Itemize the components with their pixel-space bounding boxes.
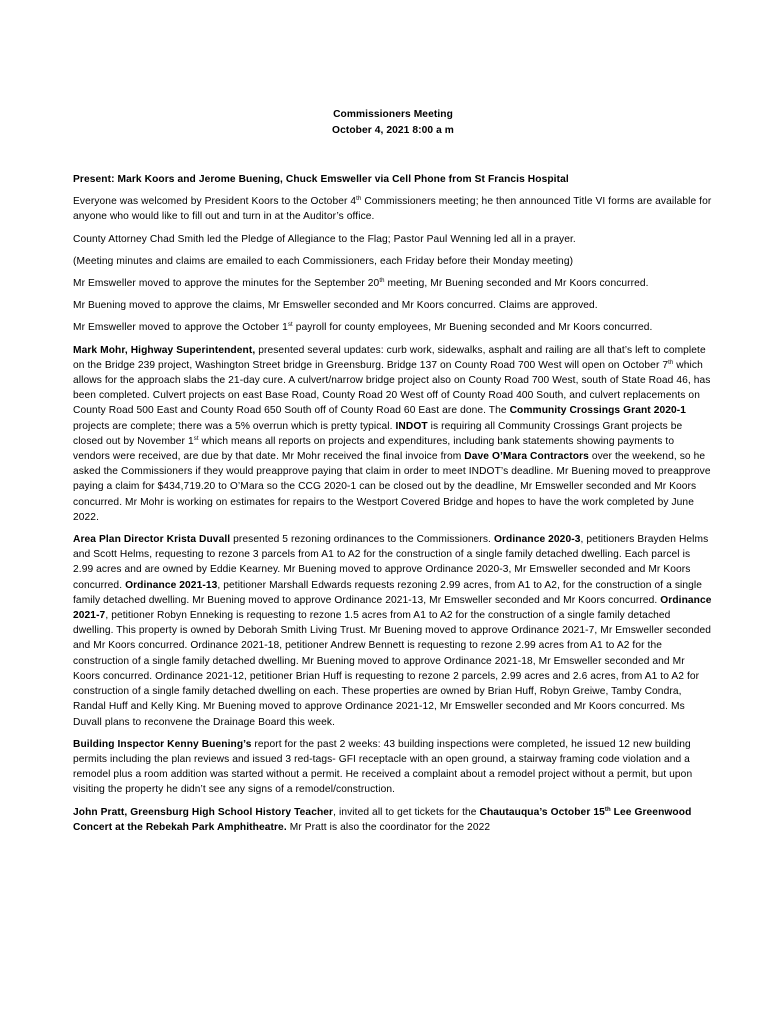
pratt-text: , invited all to get tickets for the [333,806,480,818]
ordinance-name: Ordinance 2021-13 [125,579,218,591]
welcome-text-cont: Commissioners meeting; he then announced Title VI forms are available for anyone who would like to fill out and turn in at the Auditor’s office. [73,196,712,223]
event-name: Chautauqua’s October 15 [479,806,605,818]
highway-text: is requiring all Community Crossings Grant projects be closed out by November 1 [73,420,683,447]
welcome-text: Everyone was welcomed by President Koors to the October 4 [73,196,357,208]
minutes-text: Mr Emsweller moved to approve the minutes for the September 20 [73,278,380,290]
plan-text: , petitioners Brayden Helms and Scott Helms, requesting to rezone 3 parcels from A1 to A2 for the construction of a single family detached dwelling. Each parcel is 2.99 acres and are owned by Eddie Kearney. Mr Buening moved to approve Ordinance 2020-3, Mr Emsweller seconded and Mr Koors concurred. [73,534,709,591]
speaker-name: Area Plan Director Krista Duvall [73,534,231,546]
document-body [73,107,713,842]
agency-name: INDOT [395,420,428,432]
highway-text: presented several updates: curb work, sidewalks, asphalt and railing are all that’s left to complete on the Bridge 239 project, Washington Street bridge in Greensburg. Bridge 137 on County Road 700 West will open on October 7 [73,344,706,371]
paragraph-minutes [73,276,713,291]
meeting-date: October 4, 2021 8:00 a m [332,125,454,136]
ordinal-suffix: st [287,322,293,329]
payroll-text: Mr Emsweller moved to approve the October 1 [73,322,288,334]
paragraph-pledge: County Attorney Chad Smith led the Pledge of Allegiance to the Flag; Pastor Paul Wenning led all in a prayer. [73,233,576,245]
highway-text: over the weekend, so he asked the Commissioners if they would preapprove paying that claim in order to meet INDOT’s deadline. Mr Buening moved to preapprove paying a claim for $434,719.20 to O’Mara so the CCG 2020-1 can be closed out by the deadline, Mr Emsweller seconded and Mr Koors concurred. Mr Mohr is working on estimates for repairs to the Westport Covered Bridge and hopes to have the work completed by June 2022. [73,451,711,523]
ordinance-name: Ordinance 2021-7 [73,594,712,622]
plan-text: , petitioner Marshall Edwards requests rezoning 2.99 acres, from A1 to A2, for the construction of a single family detached dwelling. Mr Buening moved to approve Ordinance 2021-13, Mr Emsweller seconded and Mr Koors concurred. [73,579,703,606]
speaker-name: John Pratt, Greensburg High School History Teacher [73,806,334,818]
paragraph-welcome [73,194,713,224]
highway-text: projects are complete; there was a 5% overrun which is pretty typical. [73,420,396,432]
paragraph-highway [73,343,713,525]
paragraph-payroll [73,320,713,335]
ordinal-suffix: th [668,359,674,366]
ordinal-suffix: th [604,806,611,813]
speaker-name: Mark Mohr, Highway Superintendent, [73,344,256,356]
minutes-text-cont: meeting, Mr Buening seconded and Mr Koors concurred. [384,278,649,290]
contractor-name: Dave O’Mara Contractors [464,451,589,463]
ordinal-suffix: st [193,435,199,442]
payroll-text-cont: payroll for county employees, Mr Buening seconded and Mr Koors concurred. [292,322,653,334]
grant-name: Community Crossings Grant 2020-1 [509,405,687,417]
paragraph-pratt [73,805,713,835]
present-line [73,172,713,187]
document-title: Commissioners Meeting [333,109,453,120]
present-text: Present: Mark Koors and Jerome Buening, Chuck Emsweller via Cell Phone from St Francis Hospital [73,174,569,185]
paragraph-area-plan [73,532,713,730]
speaker-name: Building Inspector Kenny Buening’s [73,738,252,750]
pratt-text: Mr Pratt is also the coordinator for the 2022 [286,821,491,833]
highway-text: which allows for the approach slabs the 21-day cure. A culvert/narrow bridge project also on County Road 700 West, south of State Road 46, has been completed. Culvert projects on east Base Road, County Road 20 West off of County Road 400 South, and culvert replacements on County Road 500 East and County Road 650 South off of County Road 60 East are done. The [73,359,711,417]
event-name-cont: Lee Greenwood Concert at the Rebekah Park Amphitheatre. [73,806,692,833]
ordinal-suffix: th [356,196,362,203]
paragraph-building [73,737,713,798]
plan-text: presented 5 rezoning ordinances to the Commissioners. [230,534,494,546]
ordinance-name: Ordinance 2020-3 [493,534,581,546]
highway-text: which means all reports on projects and expenditures, including bank statements showing payments to vendors were received, are due by that date. Mr Mohr received the final invoice from [73,435,675,463]
building-text: report for the past 2 weeks: 43 building inspections were completed, he issued 12 new building permits including the plan reviews and issued 3 red-tags- GFI receptacle with an open ground, a stairway framing code violation and a remodel plus a room addition was started without a permit. He received a complaint about a remodel project without a permit, but upon visiting the property he didn’t see any signs of a remodel/construction. [73,738,693,796]
document-header [73,107,713,139]
plan-text: , petitioner Robyn Enneking is requesting to rezone 1.5 acres from A1 to A2 for the construction of a single family detached dwelling. This property is owned by Deborah Smith Living Trust. Mr Buening moved to approve Ordinance 2021-7, Mr Emsweller seconded and Mr Koors concurred. Ordinance 2021-18, petitioner Andrew Bennett is requesting to rezone 2.99 acres from A1 to A2 for the construction of a single family detached dwelling. Mr Buening moved to approve Ordinance 2021-18, Mr Emsweller seconded and Mr Koors concurred. Ordinance 2021-12, petitioner Brian Huff is requesting to rezone 2 parcels, 2.99 acres and 2.6 acres, from A1 to A2 for construction of a single family detached dwelling on each. These properties are owned by Brian Huff, Robyn Greiwe, Tamby Condra, Randal Huff and Kelly King. Mr Buening moved to approve Ordinance 2021-12, Mr Emsweller seconded and Mr Koors concurred. Ms Duvall plans to reconvene the Drainage Board this week. [73,610,712,728]
paragraph-claims: Mr Buening moved to approve the claims, Mr Emsweller seconded and Mr Koors concurred. Claims are approved. [73,300,598,312]
paragraph-minutes-note: (Meeting minutes and claims are emailed to each Commissioners, each Friday before their Monday meeting) [73,255,574,267]
ordinal-suffix: th [379,278,385,285]
